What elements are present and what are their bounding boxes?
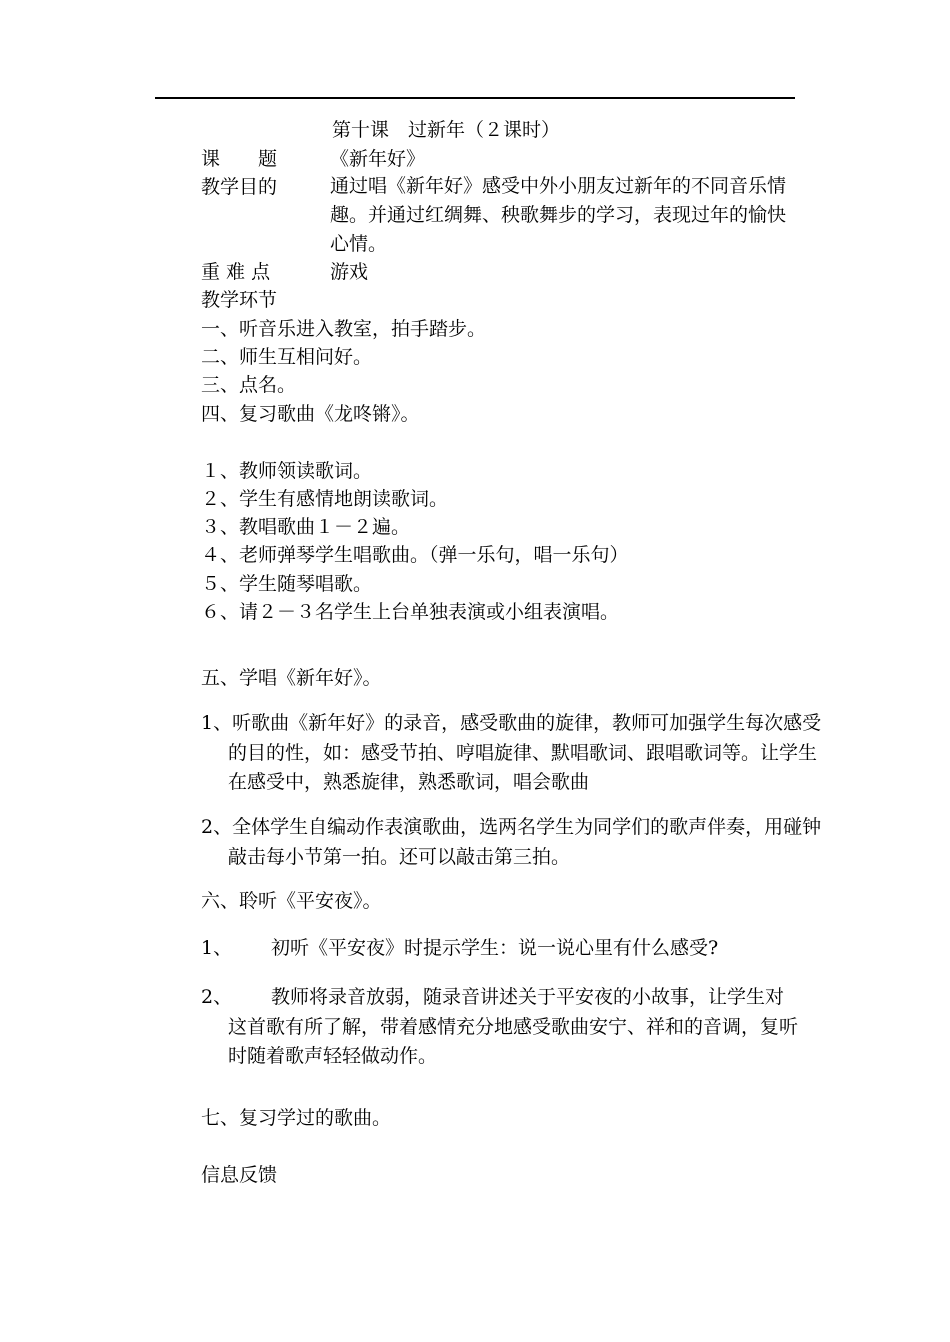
section6-item-2-text: 教师将录音放弱，随录音讲述关于平安夜的小故事，让学生对这首歌有所了解，带着感情充分地感受歌曲安宁、祥和的音调，复听时随着歌声轻轻做动作。 <box>228 986 799 1067</box>
topic-value: 《新年好》 <box>330 148 426 170</box>
section7-heading: 七、复习学过的歌曲。 <box>201 1107 392 1129</box>
header-rule <box>155 97 795 99</box>
lesson-title: 第十课 过新年（２课时） <box>332 119 561 141</box>
step-item: 四、复习歌曲《龙咚锵》。 <box>201 403 420 425</box>
review-item: ６、请２－３名学生上台单独表演或小组表演唱。 <box>201 601 620 623</box>
goal-label: 教学目的 <box>201 176 278 198</box>
key-label: 重 难 点 <box>201 261 271 283</box>
step-item: 二、师生互相问好。 <box>201 346 373 368</box>
section5-item-1: 1、听歌曲《新年好》的录音，感受歌曲的旋律，教师可加强学生每次感受的目的性，如：感受节拍、哼唱旋律、默唱歌词、跟唱歌词等。让学生在感受中，熟悉旋律，熟悉歌词，唱会歌曲 <box>201 712 822 793</box>
feedback-heading: 信息反馈 <box>201 1164 278 1186</box>
step-item: 三、点名。 <box>201 374 297 396</box>
section6-item-2-number: 2、 <box>201 986 233 1008</box>
topic-label: 课 题 <box>201 148 278 170</box>
section5-item-2: 2、全体学生自编动作表演歌曲，选两名学生为同学们的歌声伴奏，用碰钟敲击每小节第一拍。还可以敲击第三拍。 <box>201 816 822 868</box>
section6-heading: 六、聆听《平安夜》。 <box>201 890 382 912</box>
goal-value: 通过唱《新年好》感受中外小朋友过新年的不同音乐情趣。并通过红绸舞、秧歌舞步的学习，表现过年的愉快心情。 <box>330 175 787 255</box>
steps-heading: 教学环节 <box>201 289 278 311</box>
review-item: ２、学生有感情地朗读歌词。 <box>201 488 449 510</box>
review-item: ５、学生随琴唱歌。 <box>201 573 373 595</box>
review-item: １、教师领读歌词。 <box>201 460 373 482</box>
key-value: 游戏 <box>330 261 369 283</box>
section6-item-1-text: 初听《平安夜》时提示学生：说一说心里有什么感受? <box>271 937 719 959</box>
section6-item-1-number: 1、 <box>201 937 233 959</box>
review-item: ４、老师弹琴学生唱歌曲。（弹一乐句，唱一乐句） <box>201 544 629 566</box>
review-item: ３、教唱歌曲１－２遍。 <box>201 516 411 538</box>
section5-heading: 五、学唱《新年好》。 <box>201 667 382 689</box>
step-item: 一、听音乐进入教室，拍手踏步。 <box>201 318 487 340</box>
